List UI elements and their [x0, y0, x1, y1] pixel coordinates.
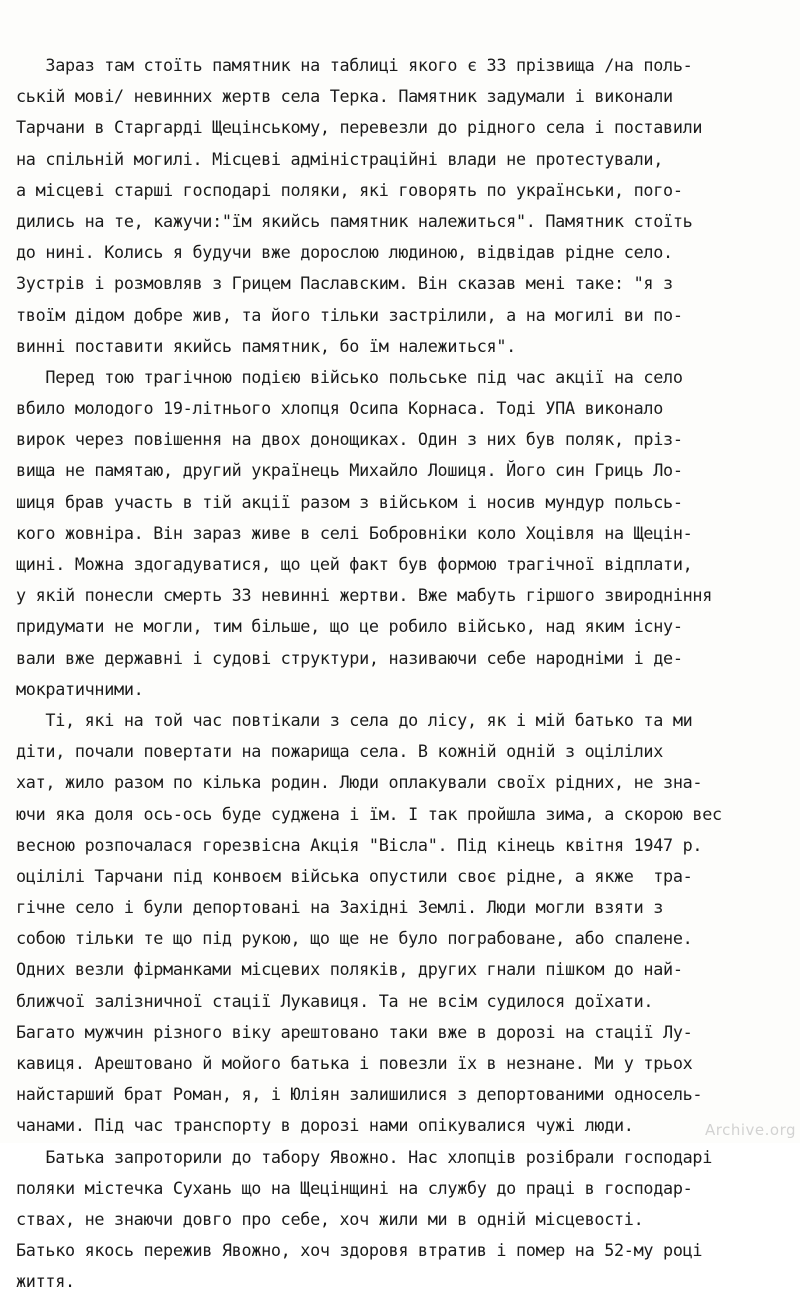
text-line: на спільній могилі. Місцеві адміністраційні влади не протестували,	[16, 148, 664, 169]
text-line: Одних везли фірманками місцевих поляків, других гнали пішком до най-	[16, 959, 683, 980]
text-line: найстарший брат Роман, я, і Юліян залишилися з депортованими односель-	[16, 1084, 703, 1105]
text-line: Батька запроторили до табору Явожно. Нас хлопців розібрали господарі	[16, 1146, 713, 1167]
text-line: до нині. Колись я будучи вже дорослою людиною, відвідав рідне село.	[16, 242, 673, 263]
text-line: вали вже державні і судові структури, називаючи себе народніми і де-	[16, 647, 683, 668]
text-line: а місцеві старші господарі поляки, які говорять по українськи, пого-	[16, 179, 683, 200]
text-line: шиця брав участь в тій акції разом з військом і носив мундур польсь-	[16, 491, 683, 512]
text-line: вища не памятаю, другий українець Михайло Лошиця. Його син Гриць Ло-	[16, 460, 683, 481]
text-line: ствах, не знаючи довго про себе, хоч жили ми в одній місцевості.	[16, 1208, 644, 1229]
text-line: твоїм дідом добре жив, та його тільки застрілили, а на могилі ви по-	[16, 304, 683, 325]
text-line: чанами. Під час транспорту в дорозі нами опікувалися чужі люди.	[16, 1115, 634, 1136]
text-line: винні поставити якийсь памятник, бо їм належиться".	[16, 335, 516, 356]
text-line: поляки містечка Сухань що на Щецінщині на службу до праці в господар-	[16, 1177, 693, 1198]
text-line: кавиця. Арештовано й мойого батька і повезли їх в незнане. Ми у трьох	[16, 1053, 693, 1073]
text-line: Зустрів і розмовляв з Грицем Паславским. Він сказав мені таке: "я з	[16, 273, 673, 294]
text-line: Батько якось пережив Явожно, хоч здоровя втратив і помер на 52-му році	[16, 1240, 703, 1261]
text-line: у якій понесли смерть 33 невинні жертви. Вже мабуть гіршого звиродніння	[16, 585, 713, 606]
text-line: Тарчани в Старгарді Щецінському, перевезли до рідного села і поставили	[16, 117, 703, 138]
text-line: собою тільки те що під рукою, що ще не було пограбоване, або спалене.	[16, 928, 693, 949]
text-line: придумати не могли, тим більше, що це робило військо, над яким існу-	[16, 616, 683, 637]
text-line: Ті, які на той час повтікали з села до лісу, як і мій батько та ми	[16, 709, 693, 730]
text-line: кого жовніра. Він зараз живе в селі Бобровніки коло Хоцівля на Щецін-	[16, 522, 693, 543]
text-line: мократичними.	[16, 678, 144, 699]
text-line: Зараз там стоїть памятник на таблиці якого є 33 прізвища /на поль-	[16, 55, 693, 75]
text-line: хат, жило разом по кілька родин. Люди оплакували своїх рідних, не зна-	[16, 772, 703, 793]
text-line: життя.	[16, 1271, 75, 1292]
text-line: гічне село і були депортовані на Західні Землі. Люди могли взяти з	[16, 897, 664, 918]
document-text	[16, 50, 786, 1298]
text-line: ючи яка доля ось-ось буде суджена і їм. І так пройшла зима, а скорою вес	[16, 803, 722, 824]
text-line: дились на те, кажучи:"їм якийсь памятник належиться". Памятник стоїть	[16, 210, 693, 231]
text-line: Перед тою трагічною подією військо польське під час акції на село	[16, 366, 683, 387]
text-line: Багато мужчин різного віку арештовано таки вже в дорозі на стації Лу-	[16, 1021, 693, 1042]
text-line: оцілілі Тарчани під конвоєм війська опустили своє рідне, а якже тра-	[16, 865, 693, 886]
text-line: ближчої залізничної стації Лукавиця. Та не всім судилося доїхати.	[16, 990, 654, 1011]
text-line: щині. Можна здогадуватися, що цей факт був формою трагічної відплати,	[16, 554, 693, 574]
text-line: діти, почали повертати на пожарища села. В кожній одній з оцілілих	[16, 741, 664, 762]
text-line: вбило молодого 19-літнього хлопця Осипа Корнаса. Тоді УПА виконало	[16, 398, 664, 419]
watermark: Archive.org	[705, 1121, 796, 1139]
text-line: весною розпочалася горезвісна Акція "Вісла". Під кінець квітня 1947 р.	[16, 834, 703, 855]
text-line: вирок через повішення на двох донощиках. Один з них був поляк, пріз-	[16, 429, 683, 450]
text-line: ській мові/ невинних жертв села Терка. Памятник задумали і виконали	[16, 86, 673, 107]
